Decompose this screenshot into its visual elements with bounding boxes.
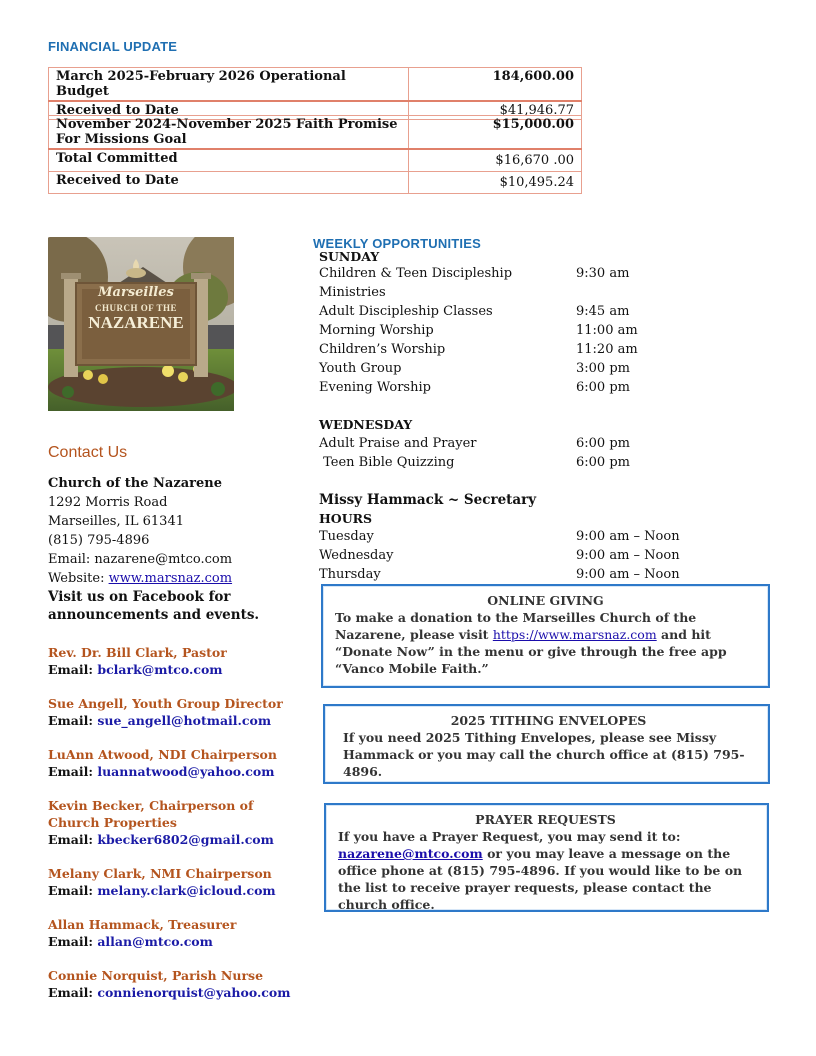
sign-text-marseilles: Marseilles	[98, 285, 174, 300]
staff-name: Kevin Becker, Chairperson of Church Properties	[48, 798, 254, 830]
email-label: Email:	[48, 934, 98, 949]
event-time: 9:45 am	[576, 304, 630, 319]
staff-email[interactable]: allan@mtco.com	[97, 934, 213, 949]
list-item	[48, 746, 298, 780]
budget-label: March 2025-February 2026 Operational Budget	[49, 68, 409, 102]
online-giving-text	[335, 609, 756, 677]
event-name: Adult Praise and Prayer	[319, 436, 477, 451]
staff-email[interactable]: connienorquist@yahoo.com	[97, 985, 291, 1000]
contact-title: Contact Us	[48, 444, 128, 461]
list-item	[48, 797, 298, 848]
list-item	[48, 916, 298, 950]
contact-block	[48, 474, 298, 624]
received-value: $41,946.77	[409, 101, 582, 120]
received-label: Received to Date	[49, 172, 409, 194]
financial-heading: FINANCIAL UPDATE	[48, 39, 178, 54]
event-name: Evening Worship	[319, 380, 431, 395]
list-item	[319, 340, 759, 359]
tithing-envelopes-box	[323, 704, 770, 784]
list-item	[319, 378, 759, 397]
staff-email[interactable]: kbecker6802@gmail.com	[97, 832, 274, 847]
event-time: 6:00 pm	[576, 436, 630, 451]
email-label: Email:	[48, 883, 98, 898]
staff-name: LuAnn Atwood, NDI Chairperson	[48, 747, 277, 762]
faith-promise-label: November 2024-November 2025 Faith Promise For Missions Goal	[49, 116, 409, 150]
table-row	[49, 149, 582, 172]
email-label: Email:	[48, 985, 98, 1000]
prayer-email-link[interactable]: nazarene@mtco.com	[338, 846, 483, 861]
prayer-text-part: If you have a Prayer Request, you may send it to:	[338, 829, 681, 844]
email-label: Email:	[48, 764, 98, 779]
staff-name: Melany Clark, NMI Chairperson	[48, 866, 272, 881]
list-item	[319, 546, 759, 565]
hours-label: HOURS	[319, 511, 373, 526]
weekly-schedule	[319, 250, 759, 584]
committed-value: $16,670 .00	[409, 149, 582, 172]
church-name: Church of the Nazarene	[48, 476, 222, 491]
event-name: Adult Discipleship Classes	[319, 304, 493, 319]
list-item	[319, 453, 759, 472]
sign-text-nazarene: NAZARENE	[88, 313, 184, 332]
faith-promise-table	[48, 115, 582, 194]
event-time: 11:00 am	[576, 323, 638, 338]
event-name: Children’s Worship	[319, 342, 446, 357]
sunday-label: SUNDAY	[319, 249, 380, 264]
event-time: 11:20 am	[576, 342, 638, 357]
staff-email[interactable]: bclark@mtco.com	[97, 662, 223, 677]
event-time: 6:00 pm	[576, 455, 630, 470]
event-time: 3:00 pm	[576, 361, 630, 376]
day-name: Wednesday	[319, 548, 394, 563]
operational-budget-table	[48, 67, 582, 120]
received-value: $10,495.24	[409, 172, 582, 194]
prayer-requests-box	[324, 803, 769, 912]
wednesday-label: WEDNESDAY	[319, 417, 413, 432]
day-hours: 9:00 am – Noon	[576, 548, 680, 563]
list-item	[48, 644, 298, 678]
staff-name: Sue Angell, Youth Group Director	[48, 696, 283, 711]
day-hours: 9:00 am – Noon	[576, 529, 680, 544]
list-item	[319, 359, 759, 378]
staff-email[interactable]: melany.clark@icloud.com	[97, 883, 276, 898]
donate-link[interactable]: https://www.marsnaz.com	[492, 627, 657, 642]
committed-label: Total Committed	[49, 149, 409, 172]
prayer-title: PRAYER REQUESTS	[475, 812, 616, 827]
prayer-text	[338, 828, 753, 913]
list-item	[319, 434, 759, 453]
received-label: Received to Date	[49, 101, 409, 120]
day-name: Tuesday	[319, 529, 374, 544]
staff-email[interactable]: luannatwood@yahoo.com	[97, 764, 275, 779]
list-item	[319, 527, 759, 546]
list-item	[48, 695, 298, 729]
event-name: Children & Teen Discipleship Ministries	[319, 266, 513, 300]
online-giving-box	[321, 584, 770, 688]
website-line	[48, 569, 298, 588]
table-row	[49, 116, 582, 150]
staff-name: Rev. Dr. Bill Clark, Pastor	[48, 645, 227, 660]
event-name: Youth Group	[319, 361, 402, 376]
website-link[interactable]: www.marsnaz.com	[108, 571, 233, 586]
online-giving-text-part: and hit “Donate Now” in the menu or give through the free app “Vanco Mobile Faith.”	[335, 627, 727, 676]
church-sign-photo	[48, 237, 234, 411]
address-line-2: Marseilles, IL 61341	[48, 514, 184, 529]
prayer-text-part: or you may leave a message on the office phone at (815) 795-4896. If you would like to be on the list to receive prayer requests, please contact the church office.	[338, 846, 743, 912]
list-item	[48, 967, 298, 1001]
email-label: Email:	[48, 662, 98, 677]
weekly-heading: WEEKLY OPPORTUNITIES	[313, 236, 481, 251]
list-item	[319, 565, 759, 584]
sign-text-church-of-the: CHURCH OF THE	[94, 303, 177, 313]
address-line-1: 1292 Morris Road	[48, 495, 168, 510]
day-name: Thursday	[319, 567, 381, 582]
event-time: 6:00 pm	[576, 380, 630, 395]
list-item	[319, 302, 759, 321]
email-label: Email:	[48, 832, 98, 847]
facebook-note: Visit us on Facebook for announcements and events.	[48, 589, 260, 623]
list-item	[319, 321, 759, 340]
list-item	[319, 264, 759, 302]
email-label: Email:	[48, 713, 98, 728]
faith-promise-value: $15,000.00	[409, 116, 582, 150]
staff-email[interactable]: sue_angell@hotmail.com	[97, 713, 272, 728]
event-time: 9:30 am	[576, 266, 630, 281]
list-item	[48, 865, 298, 899]
event-name: Morning Worship	[319, 323, 434, 338]
tithing-title: 2025 TITHING ENVELOPES	[450, 713, 647, 728]
church-phone: (815) 795-4896	[48, 533, 150, 548]
church-email: Email: nazarene@mtco.com	[48, 552, 233, 567]
online-giving-title: ONLINE GIVING	[487, 593, 604, 608]
table-row	[49, 68, 582, 102]
day-hours: 9:00 am – Noon	[576, 567, 680, 582]
tithing-text: If you need 2025 Tithing Envelopes, please see Missy Hammack or you may call the church office at (815) 795-4896.	[343, 730, 745, 779]
website-label: Website:	[48, 571, 109, 586]
staff-list	[48, 644, 298, 1018]
online-giving-text-part: To make a donation to the Marseilles Church of the Nazarene, please visit	[335, 610, 697, 642]
budget-value: 184,600.00	[409, 68, 582, 102]
staff-name: Allan Hammack, Treasurer	[48, 917, 237, 932]
secretary-name: Missy Hammack ~ Secretary	[319, 492, 537, 508]
event-name: Teen Bible Quizzing	[319, 455, 455, 470]
table-row	[49, 172, 582, 194]
staff-name: Connie Norquist, Parish Nurse	[48, 968, 264, 983]
